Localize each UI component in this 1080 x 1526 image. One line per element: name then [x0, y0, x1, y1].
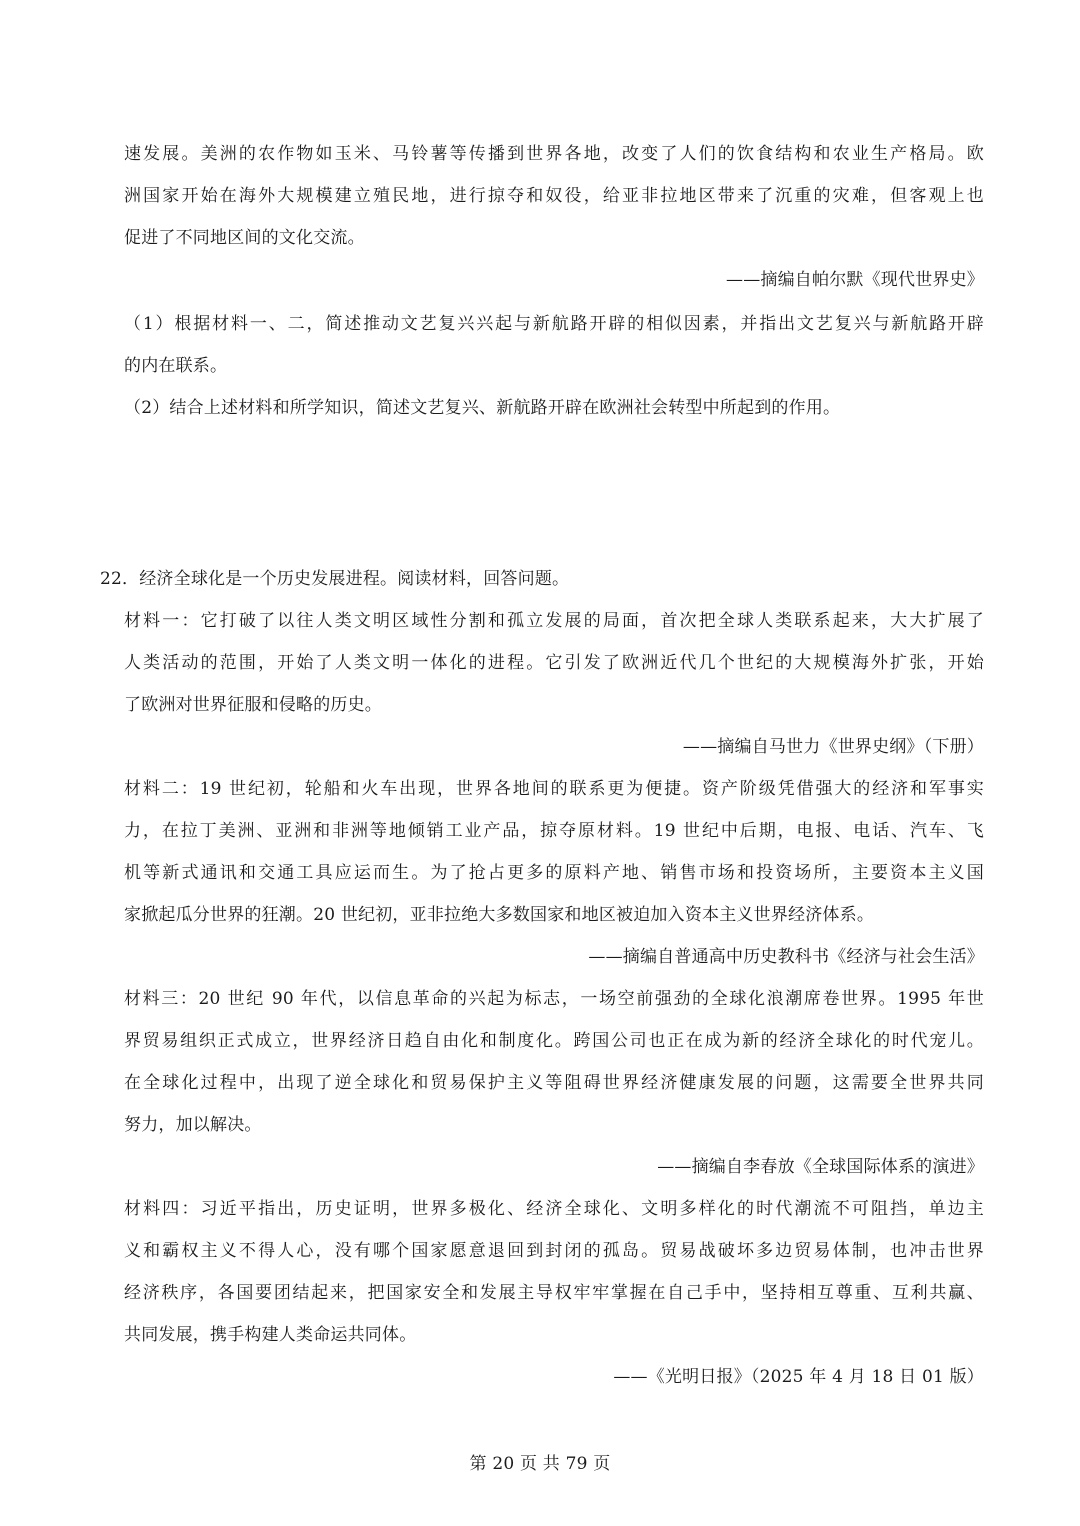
text-line: 材料四：习近平指出，历史证明，世界多极化、经济全球化、文明多样化的时代潮流不可阻挡，单边主 [124, 1199, 984, 1219]
text-line: 材料三：20 世纪 90 年代，以信息革命的兴起为标志，一场空前强劲的全球化浪潮席卷世界。1995 年世 [124, 989, 984, 1009]
source-citation: ——《光明日报》（2025 年 4 月 18 日 01 版） [613, 1367, 984, 1387]
text-line: 经济秩序，各国要团结起来，把国家安全和发展主导权牢牢掌握在自己手中，坚持相互尊重、互利共赢、 [124, 1283, 984, 1303]
question-1: （1）根据材料一、二，简述推动文艺复兴兴起与新航路开辟的相似因素，并指出文艺复兴与新航路开辟 [124, 314, 984, 334]
text-line: 材料二：19 世纪初，轮船和火车出现，世界各地间的联系更为便捷。资产阶级凭借强大的经济和军事实 [124, 779, 984, 799]
question-22-title: 22．经济全球化是一个历史发展进程。阅读材料，回答问题。 [100, 569, 570, 589]
text-line: 材料一：它打破了以往人类文明区域性分割和孤立发展的局面，首次把全球人类联系起来，大大扩展了 [124, 611, 984, 631]
source-citation: ——摘编自马世力《世界史纲》（下册） [682, 737, 984, 757]
text-line: 洲国家开始在海外大规模建立殖民地，进行掠夺和奴役，给亚非拉地区带来了沉重的灾难，但客观上也 [124, 186, 984, 206]
text-line: 促进了不同地区间的文化交流。 [124, 228, 365, 248]
text-line: 界贸易组织正式成立，世界经济日趋自由化和制度化。跨国公司也正在成为新的经济全球化的时代宠儿。 [124, 1031, 984, 1051]
text-line: 机等新式通讯和交通工具应运而生。为了抢占更多的原料产地、销售市场和投资场所，主要资本主义国 [124, 863, 984, 883]
text-line: 努力，加以解决。 [124, 1115, 262, 1135]
text-line: 家掀起瓜分世界的狂潮。20 世纪初，亚非拉绝大多数国家和地区被迫加入资本主义世界经济体系。 [124, 905, 875, 925]
text-line: 在全球化过程中，出现了逆全球化和贸易保护主义等阻碍世界经济健康发展的问题，这需要全世界共同 [124, 1073, 984, 1093]
source-citation: ——摘编自帕尔默《现代世界史》 [726, 270, 984, 290]
page-footer: 第 20 页 共 79 页 [469, 1454, 611, 1474]
source-citation: ——摘编自普通高中历史教科书《经济与社会生活》 [588, 947, 984, 967]
text-line: 共同发展，携手构建人类命运共同体。 [124, 1325, 417, 1345]
text-line: 人类活动的范围，开始了人类文明一体化的进程。它引发了欧洲近代几个世纪的大规模海外扩张，开始 [124, 653, 984, 673]
source-citation: ——摘编自李春放《全球国际体系的演进》 [657, 1157, 984, 1177]
text-line: 义和霸权主义不得人心，没有哪个国家愿意退回到封闭的孤岛。贸易战破坏多边贸易体制，也冲击世界 [124, 1241, 984, 1261]
text-line: 的内在联系。 [124, 356, 228, 376]
text-line: 速发展。美洲的农作物如玉米、马铃薯等传播到世界各地，改变了人们的饮食结构和农业生产格局。欧 [124, 144, 984, 164]
text-line: 力，在拉丁美洲、亚洲和非洲等地倾销工业产品，掠夺原材料。19 世纪中后期，电报、电话、汽车、飞 [124, 821, 984, 841]
question-2: （2）结合上述材料和所学知识，简述文艺复兴、新航路开辟在欧洲社会转型中所起到的作用。 [124, 398, 841, 418]
text-line: 了欧洲对世界征服和侵略的历史。 [124, 695, 382, 715]
